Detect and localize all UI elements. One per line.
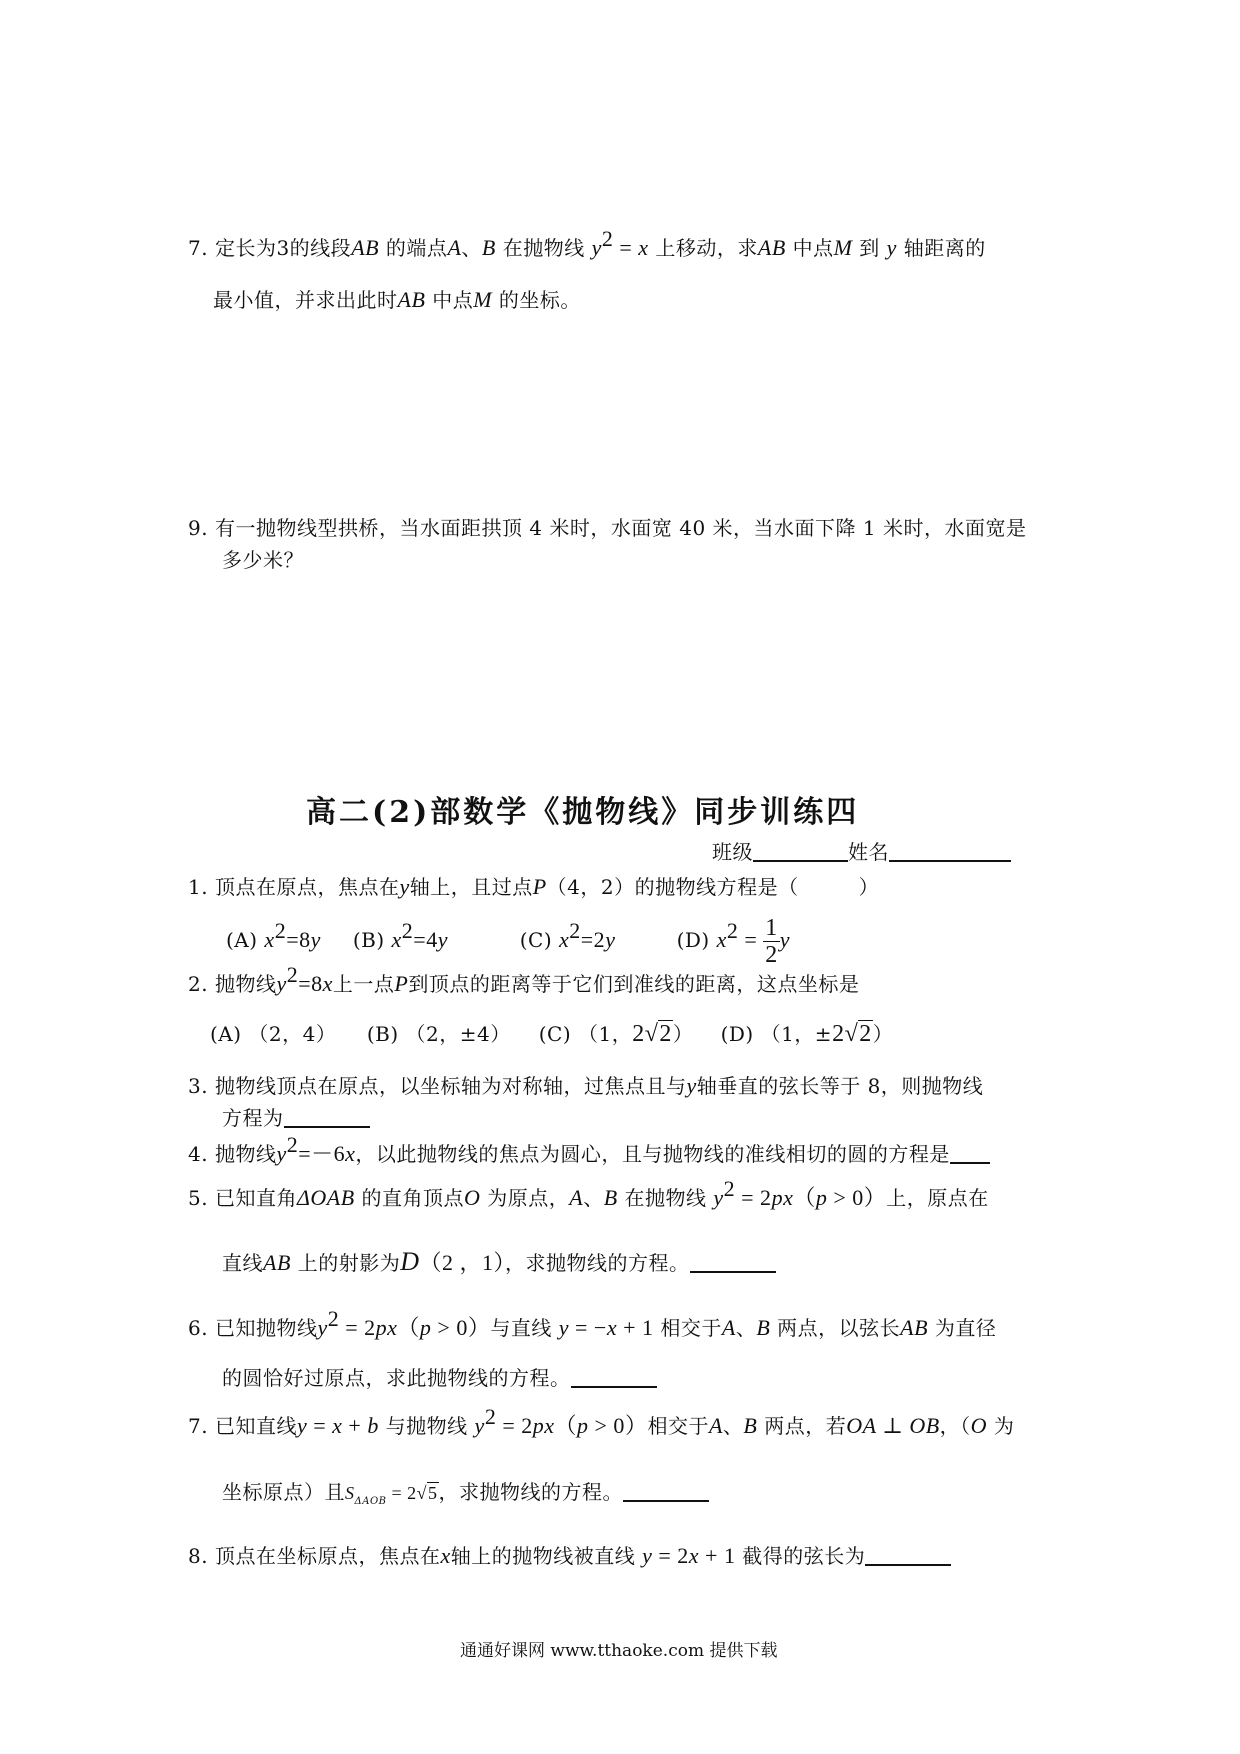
- question-1-options: [226, 915, 790, 968]
- math-op: > 0: [431, 1315, 468, 1340]
- math-var: A: [708, 1413, 723, 1438]
- math-var: O: [464, 1185, 481, 1210]
- text: 已知抛物线: [214, 1316, 318, 1340]
- text: 与直线: [490, 1316, 552, 1340]
- question-3-line2: [222, 1104, 370, 1132]
- math-op: + 1: [617, 1315, 654, 1340]
- text: 、: [461, 236, 482, 260]
- question-number: 5.: [188, 1186, 209, 1210]
- text: ，（: [939, 1414, 971, 1438]
- text: 中点: [425, 288, 474, 312]
- name-input-line[interactable]: [889, 860, 1011, 862]
- text: 定长为3的线段: [214, 236, 352, 260]
- text: 轴距离的: [896, 236, 986, 260]
- math-op: （: [793, 1185, 816, 1210]
- math-op: = 2: [339, 1315, 376, 1340]
- exponent: 2: [286, 1132, 299, 1157]
- exponent: 2: [274, 918, 287, 943]
- text: ，求抛物线的方程。: [438, 1480, 624, 1504]
- text: ）: [672, 1022, 694, 1046]
- fraction: [763, 915, 780, 968]
- sqrt-expression: √5: [416, 1483, 438, 1503]
- math-op: =－6: [298, 1141, 346, 1166]
- text: 两点，若: [757, 1414, 847, 1438]
- math-var: x: [606, 1315, 618, 1340]
- question-1: [188, 873, 879, 901]
- answer-blank[interactable]: [284, 1126, 370, 1128]
- text: ）: [858, 875, 880, 899]
- subscript: ΔAOB: [354, 1496, 387, 1507]
- math-var: OA ⊥ OB: [846, 1413, 940, 1438]
- exponent: 2: [286, 962, 299, 987]
- option-c[interactable]: [519, 918, 670, 954]
- exponent: 2: [484, 1404, 497, 1429]
- fraction-denominator: 2: [765, 942, 778, 968]
- question-7-line1: [188, 1404, 1015, 1440]
- question-number: 3.: [188, 1074, 209, 1098]
- math-var: x: [559, 927, 570, 952]
- math-var: x: [322, 971, 333, 996]
- text: 轴上，且过点: [409, 875, 533, 899]
- text: 顶点在坐标原点，焦点在: [214, 1544, 441, 1568]
- text: 上一点: [332, 972, 395, 996]
- text: 已知直线: [214, 1414, 297, 1438]
- math-var: y: [276, 971, 287, 996]
- question-8: [188, 1542, 951, 1570]
- page-title: 高二(2)部数学《抛物线》同步训练四: [306, 795, 860, 830]
- math-op: ）: [467, 1315, 491, 1340]
- question-2: [188, 962, 860, 998]
- math-op: =2: [580, 927, 606, 952]
- math-var: x: [688, 1543, 700, 1568]
- text: 到顶点的距离等于它们到准线的距离，这点坐标是: [408, 972, 860, 996]
- math-op: （: [397, 1315, 420, 1340]
- math-var: y: [779, 927, 791, 952]
- math-var: y: [276, 1141, 287, 1166]
- math-var: y: [642, 1543, 653, 1568]
- math-var: y: [474, 1413, 485, 1438]
- text: 的圆恰好过原点，求此抛物线的方程。: [222, 1366, 571, 1390]
- option-label: (D): [676, 928, 710, 952]
- option-c[interactable]: [539, 1020, 714, 1048]
- option-b[interactable]: (B) （2，±4）: [366, 1022, 511, 1046]
- math-var: A: [447, 235, 462, 260]
- text: ）: [872, 1022, 894, 1046]
- text: 方程为: [222, 1106, 284, 1130]
- math-var: ΔOAB: [296, 1185, 355, 1210]
- math-op: =: [307, 1413, 333, 1438]
- text: 为: [987, 1414, 1015, 1438]
- math-var: M: [473, 287, 493, 312]
- option-label: (C): [519, 928, 553, 952]
- math-var: AB: [757, 235, 786, 260]
- math-op: =8: [286, 927, 311, 952]
- math-var: x: [264, 927, 275, 952]
- footer-text: 通通好课网 www.tthaoke.com 提供下载: [460, 1641, 778, 1661]
- question-number: 2.: [188, 972, 209, 996]
- text: 的坐标。: [492, 288, 581, 312]
- top-q9-line1: [188, 514, 1027, 542]
- text: 上，原点在: [886, 1186, 989, 1210]
- text: 的端点: [379, 236, 448, 260]
- math-var: x: [638, 235, 649, 260]
- question-5-line1: [188, 1176, 989, 1212]
- name-label: 姓名: [848, 840, 889, 864]
- math-var: B: [481, 235, 496, 260]
- text: 上移动，求: [648, 236, 758, 260]
- option-d[interactable]: [721, 1020, 894, 1048]
- radicand: 2: [859, 1021, 872, 1047]
- math-var: px: [771, 1185, 794, 1210]
- sqrt-expression: 2√2: [832, 1021, 872, 1047]
- math-var: y: [591, 235, 602, 260]
- math-var: P: [394, 971, 409, 996]
- class-label: 班级: [712, 840, 753, 864]
- math-op: = 2: [496, 1413, 533, 1438]
- text: 到: [852, 236, 880, 260]
- math-var: y: [886, 235, 897, 260]
- math-op: = 2: [386, 1483, 417, 1503]
- question-3-line1: [188, 1072, 983, 1100]
- question-number: 7.: [188, 236, 209, 260]
- math-var: M: [833, 235, 853, 260]
- exponent: 2: [401, 918, 414, 943]
- question-number: 9.: [188, 516, 209, 540]
- text: ，求抛物线的方程。: [505, 1251, 690, 1275]
- text: 顶点在原点，焦点在: [214, 875, 400, 899]
- question-6-line1: [188, 1306, 997, 1342]
- math-var: y: [399, 874, 410, 899]
- text: （4，2）的抛物线方程是（: [546, 875, 799, 899]
- text: 相交于: [647, 1414, 709, 1438]
- math-var: AB: [263, 1250, 291, 1275]
- question-4: [188, 1132, 990, 1168]
- answer-blank[interactable]: [623, 1500, 709, 1502]
- math-op: = 2: [652, 1543, 689, 1568]
- option-a[interactable]: [226, 918, 346, 954]
- text: 最小值，并求出此时: [213, 288, 398, 312]
- math-var: S: [345, 1483, 355, 1503]
- answer-blank[interactable]: [950, 1162, 990, 1164]
- text: 为直径: [928, 1316, 997, 1340]
- question-number: 1.: [188, 875, 209, 899]
- math-var: y: [686, 1073, 697, 1098]
- text: 截得的弦长为: [735, 1544, 866, 1568]
- math-op: > 0: [588, 1413, 625, 1438]
- math-var: y: [713, 1185, 724, 1210]
- exponent: 2: [601, 226, 614, 251]
- math-op: =8: [298, 971, 323, 996]
- math-var: y: [558, 1315, 569, 1340]
- question-number: 8.: [188, 1544, 209, 1568]
- text: 有一抛物线型拱桥，当水面距拱顶 4 米时，水面宽 40 米，当水面下降 1 米时，水面宽是: [214, 516, 1027, 540]
- math-var: x: [345, 1141, 356, 1166]
- text: 相交于: [653, 1316, 722, 1340]
- text: 抛物线顶点在原点，以坐标轴为对称轴，过焦点且与: [214, 1074, 687, 1098]
- option-label: (A): [226, 928, 258, 952]
- math-var: x: [716, 927, 727, 952]
- text: 两点，以弦长: [770, 1316, 901, 1340]
- answer-blank[interactable]: [690, 1271, 776, 1273]
- math-var: y: [317, 1315, 328, 1340]
- sqrt-expression: 2√2: [632, 1021, 672, 1047]
- math-var: p: [419, 1315, 432, 1340]
- text: 抛物线: [214, 1142, 277, 1166]
- math-var: AB: [351, 235, 380, 260]
- math-op: = −: [568, 1315, 607, 1340]
- answer-blank[interactable]: [865, 1564, 951, 1566]
- math-var: y: [605, 927, 616, 952]
- math-op: +: [342, 1413, 368, 1438]
- text: 坐标原点）且: [222, 1480, 345, 1504]
- math-op: + 1: [699, 1543, 736, 1568]
- top-q7-line2: [213, 286, 581, 314]
- math-var: AB: [900, 1315, 929, 1340]
- math-var: b: [367, 1413, 379, 1438]
- math-var: y: [437, 927, 448, 952]
- text: 为原点，: [480, 1186, 570, 1210]
- math-var: x: [440, 1543, 451, 1568]
- math-op: =: [738, 927, 764, 952]
- radicand: 5: [428, 1483, 438, 1503]
- class-name-fields: [712, 838, 1011, 866]
- option-d[interactable]: [677, 915, 790, 968]
- text: 上的射影为: [290, 1251, 401, 1275]
- fraction-numerator: 1: [765, 915, 778, 941]
- text: 抛物线: [214, 972, 277, 996]
- text: 的直角顶点: [354, 1186, 464, 1210]
- text: 与抛物线: [378, 1414, 468, 1438]
- question-number: 6.: [188, 1316, 209, 1340]
- math-var: x: [391, 927, 402, 952]
- option-label: (C) （1，: [538, 1022, 633, 1046]
- math-var: D: [400, 1247, 420, 1276]
- text: 轴上的抛物线被直线: [450, 1544, 636, 1568]
- math-var: A: [569, 1185, 584, 1210]
- math-var: p: [577, 1413, 589, 1438]
- math-var: B: [743, 1413, 758, 1438]
- class-input-line[interactable]: [753, 860, 848, 862]
- option-a[interactable]: (A) （2，4）: [210, 1022, 337, 1046]
- text: 、: [722, 1414, 744, 1438]
- math-var: y: [296, 1413, 308, 1438]
- text: 直线: [222, 1251, 263, 1275]
- math-op: ）: [863, 1185, 887, 1210]
- text: 在抛物线: [617, 1186, 707, 1210]
- question-2-options: [210, 1020, 893, 1048]
- coefficient: 2: [632, 1021, 645, 1047]
- math-op: （2 ，1）: [419, 1250, 506, 1275]
- exponent: 2: [726, 918, 739, 943]
- option-b[interactable]: [352, 918, 513, 954]
- math-var: y: [310, 927, 321, 952]
- math-var: px: [532, 1413, 555, 1438]
- math-op: （: [554, 1413, 578, 1438]
- math-var: P: [532, 874, 547, 899]
- math-var: B: [756, 1315, 771, 1340]
- math-var: B: [603, 1185, 618, 1210]
- math-op: ）: [624, 1413, 648, 1438]
- question-number: 7.: [188, 1414, 209, 1438]
- math-op: =4: [413, 927, 438, 952]
- text: 中点: [785, 236, 834, 260]
- question-7-line2: [222, 1478, 709, 1516]
- top-q7-line1: [188, 226, 986, 262]
- math-op: > 0: [827, 1185, 864, 1210]
- option-label: (B): [352, 928, 385, 952]
- text: 、: [735, 1316, 757, 1340]
- answer-blank[interactable]: [571, 1386, 657, 1388]
- question-number: 4.: [188, 1142, 209, 1166]
- question-6-line2: [222, 1364, 657, 1392]
- coefficient: 2: [832, 1021, 845, 1047]
- text: 轴垂直的弦长等于 8，则抛物线: [696, 1074, 984, 1098]
- text: 多少米？: [222, 548, 304, 572]
- exponent: 2: [723, 1176, 736, 1201]
- math-var: O: [970, 1413, 988, 1438]
- option-label: (D) （1，±: [720, 1022, 833, 1046]
- exponent: 2: [327, 1306, 340, 1331]
- exponent: 2: [569, 918, 581, 943]
- math-var: p: [815, 1185, 828, 1210]
- math-var: A: [721, 1315, 736, 1340]
- math-op: =: [613, 235, 639, 260]
- text: 在抛物线: [495, 236, 585, 260]
- text: ，以此抛物线的焦点为圆心，且与抛物线的准线相切的圆的方程是: [355, 1142, 950, 1166]
- question-5-line2: [222, 1248, 776, 1277]
- math-var: AB: [397, 287, 426, 312]
- text: 、: [583, 1186, 604, 1210]
- math-var: x: [332, 1413, 343, 1438]
- math-var: px: [375, 1315, 398, 1340]
- math-op: = 2: [735, 1185, 772, 1210]
- radicand: 2: [659, 1021, 672, 1047]
- text: 已知直角: [214, 1186, 297, 1210]
- top-q9-line2: [222, 546, 304, 574]
